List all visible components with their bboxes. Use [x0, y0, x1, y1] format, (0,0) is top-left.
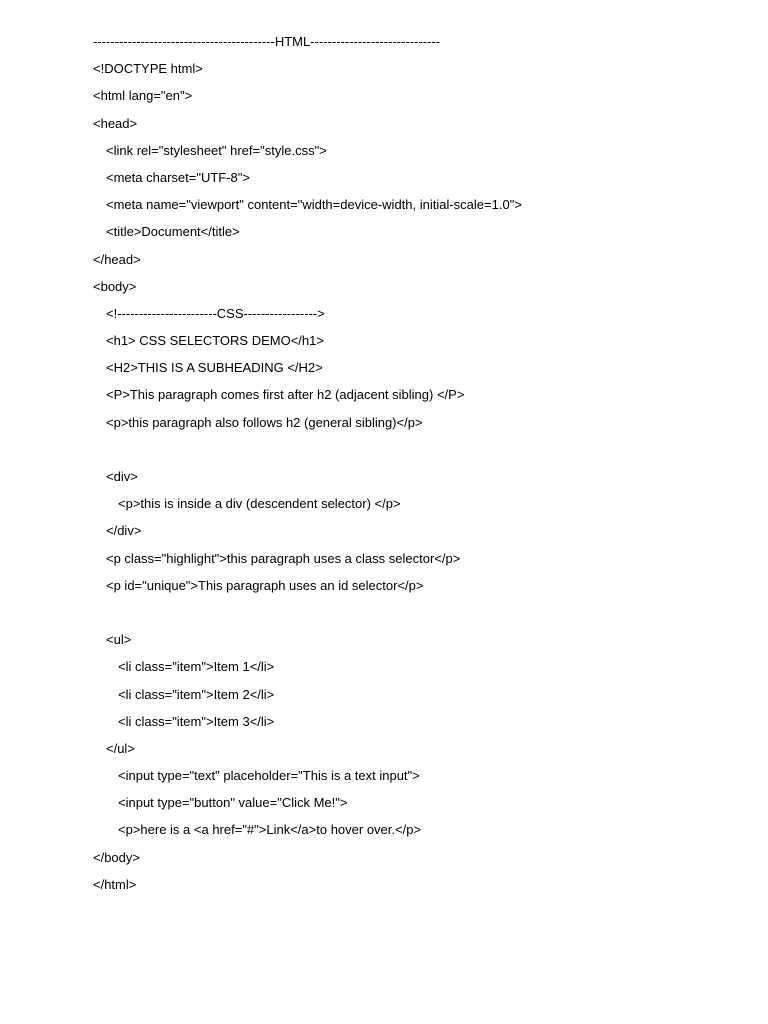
code-line-link-paragraph: <p>here is a <a href="#">Link</a>to hover over.</p> — [118, 822, 422, 838]
code-line-head-open: <head> — [93, 115, 138, 131]
blank-line-2 — [93, 604, 733, 631]
code-line-div-close: </div> — [106, 523, 142, 539]
code-line-title: <title>Document</title> — [106, 224, 240, 240]
code-line-adjacent-paragraph: <P>This paragraph comes first after h2 (adjacent sibling) </P> — [106, 387, 465, 403]
code-line-text-input: <input type="text" placeholder="This is a text input"> — [118, 768, 420, 784]
code-line-sibling-paragraph: <p>this paragraph also follows h2 (general sibling)</p> — [106, 414, 423, 430]
code-line-body-close: </body> — [93, 849, 140, 865]
code-line-ul-open: <ul> — [106, 632, 132, 648]
code-line-ul-close: </ul> — [106, 740, 135, 756]
code-line-list-item-3: <li class="item">Item 3</li> — [118, 713, 275, 729]
code-line-html-separator: ------------------------------------------HTML------------------------------ — [93, 34, 441, 49]
code-line-class-paragraph: <p class="highlight">this paragraph uses a class selector</p> — [106, 550, 461, 566]
code-line-meta-viewport: <meta name="viewport" content="width=device-width, initial-scale=1.0"> — [106, 197, 522, 213]
code-line-html-close: </html> — [93, 876, 137, 892]
code-line-doctype: <!DOCTYPE html> — [93, 61, 203, 77]
html-code-listing — [93, 33, 733, 903]
code-line-div-open: <div> — [106, 469, 138, 484]
code-line-id-paragraph: <p id="unique">This paragraph uses an id selector</p> — [106, 577, 424, 593]
code-line-css-comment: <!-----------------------CSS-----------------> — [106, 305, 325, 321]
code-line-div-paragraph: <p>this is inside a div (descendent selector) </p> — [118, 496, 401, 512]
code-line-list-item-2: <li class="item">Item 2</li> — [118, 686, 275, 702]
code-line-stylesheet-link: <link rel="stylesheet" href="style.css"> — [106, 142, 327, 158]
code-line-h2: <H2>THIS IS A SUBHEADING </H2> — [106, 360, 323, 376]
code-line-button-input: <input type="button" value="Click Me!"> — [118, 795, 348, 811]
code-line-h1: <h1> CSS SELECTORS DEMO</h1> — [106, 333, 324, 349]
code-line-meta-charset: <meta charset="UTF-8"> — [106, 169, 250, 185]
code-line-list-item-1: <li class="item">Item 1</li> — [118, 659, 275, 675]
code-line-body-open: <body> — [93, 278, 137, 294]
code-line-html-open: <html lang="en"> — [93, 88, 193, 104]
blank-line-1 — [93, 441, 733, 468]
code-line-head-close: </head> — [93, 251, 141, 267]
